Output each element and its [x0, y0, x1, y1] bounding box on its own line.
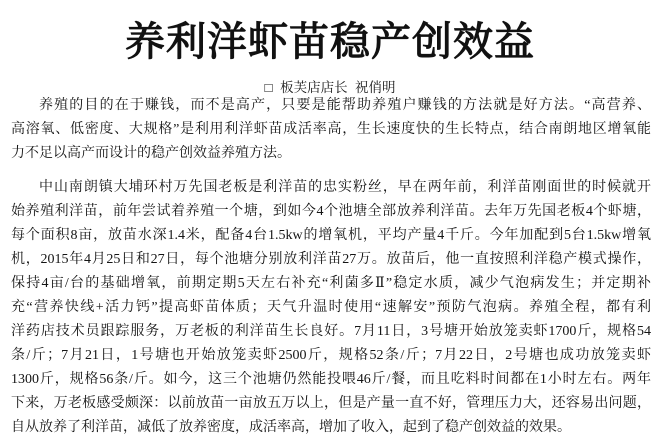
paragraph: [11, 176, 651, 440]
text-line: 中山南朗镇大埔环村万先国老板是利洋苗的忠实粉丝，早在两年前，利洋苗刚面世的时候就开: [39, 180, 651, 195]
text-line: 机，2015年4月25日和27日，每个池塘分别放利洋苗27万。放苗后，他一直按照利洋稳产模式操作，: [11, 252, 651, 267]
text-line: 始养殖利洋苗，前年尝试着养殖一个塘，到如今4个池塘全部放养利洋苗。去年万先国老板4个虾塘，: [11, 204, 651, 219]
article-body: [11, 94, 651, 440]
text-line: 力不足以高产而设计的稳产创效益养殖方法。: [11, 146, 291, 161]
text-line: 自从放养了利洋苗，减低了放养密度，成活率高，增加了收入，起到了稳产创效益的效果。: [11, 420, 571, 435]
paragraph: [11, 94, 651, 166]
text-line: 充“营养快线+活力钙”提高虾苗体质；天气升温时使用“速解安”预防气泡病。养殖全程，都有利: [11, 300, 651, 315]
text-line: 养殖的目的在于赚钱，而不是高产，只要是能帮助养殖户赚钱的方法就是好方法。“高营养、: [39, 98, 651, 113]
text-line: 洋药店技术员跟踪服务，万老板的利洋苗生长良好。7月11日，3号塘开始放笼卖虾1700斤，规格54: [11, 324, 651, 339]
text-line: 保持4亩/台的基础增氧，前期定期5天左右补充“利菌多Ⅱ”稳定水质，减少气泡病发生；并定期补: [11, 276, 651, 291]
text-line: 下来，万老板感受颇深：以前放苗一亩放五万以上，但是产量一直不好，管理压力大，还容易出问题，: [11, 396, 651, 411]
article-title: 养利洋虾苗稳产创效益: [125, 19, 535, 65]
text-line: 1300斤，规格56条/斤。如今，这三个池塘仍然能投喂46斤/餐，而且吃料时间都在1小时左右。两年: [11, 372, 651, 387]
text-line: 高溶氧、低密度、大规格”是利用利洋虾苗成活率高，生长速度快的生长特点，结合南朗地区增氧能: [11, 122, 651, 137]
byline: □ 板芙店店长 祝俏明: [264, 80, 396, 95]
text-line: 条/斤；7月21日，1号塘也开始放笼卖虾2500斤，规格52条/斤；7月22日，2号塘也成功放笼卖虾: [11, 348, 651, 363]
text-line: 每个面积8亩，放苗水深1.4米，配备4台1.5kw的增氧机，平均产量4千斤。今年加配到5台1.5kw增氧: [11, 228, 651, 243]
